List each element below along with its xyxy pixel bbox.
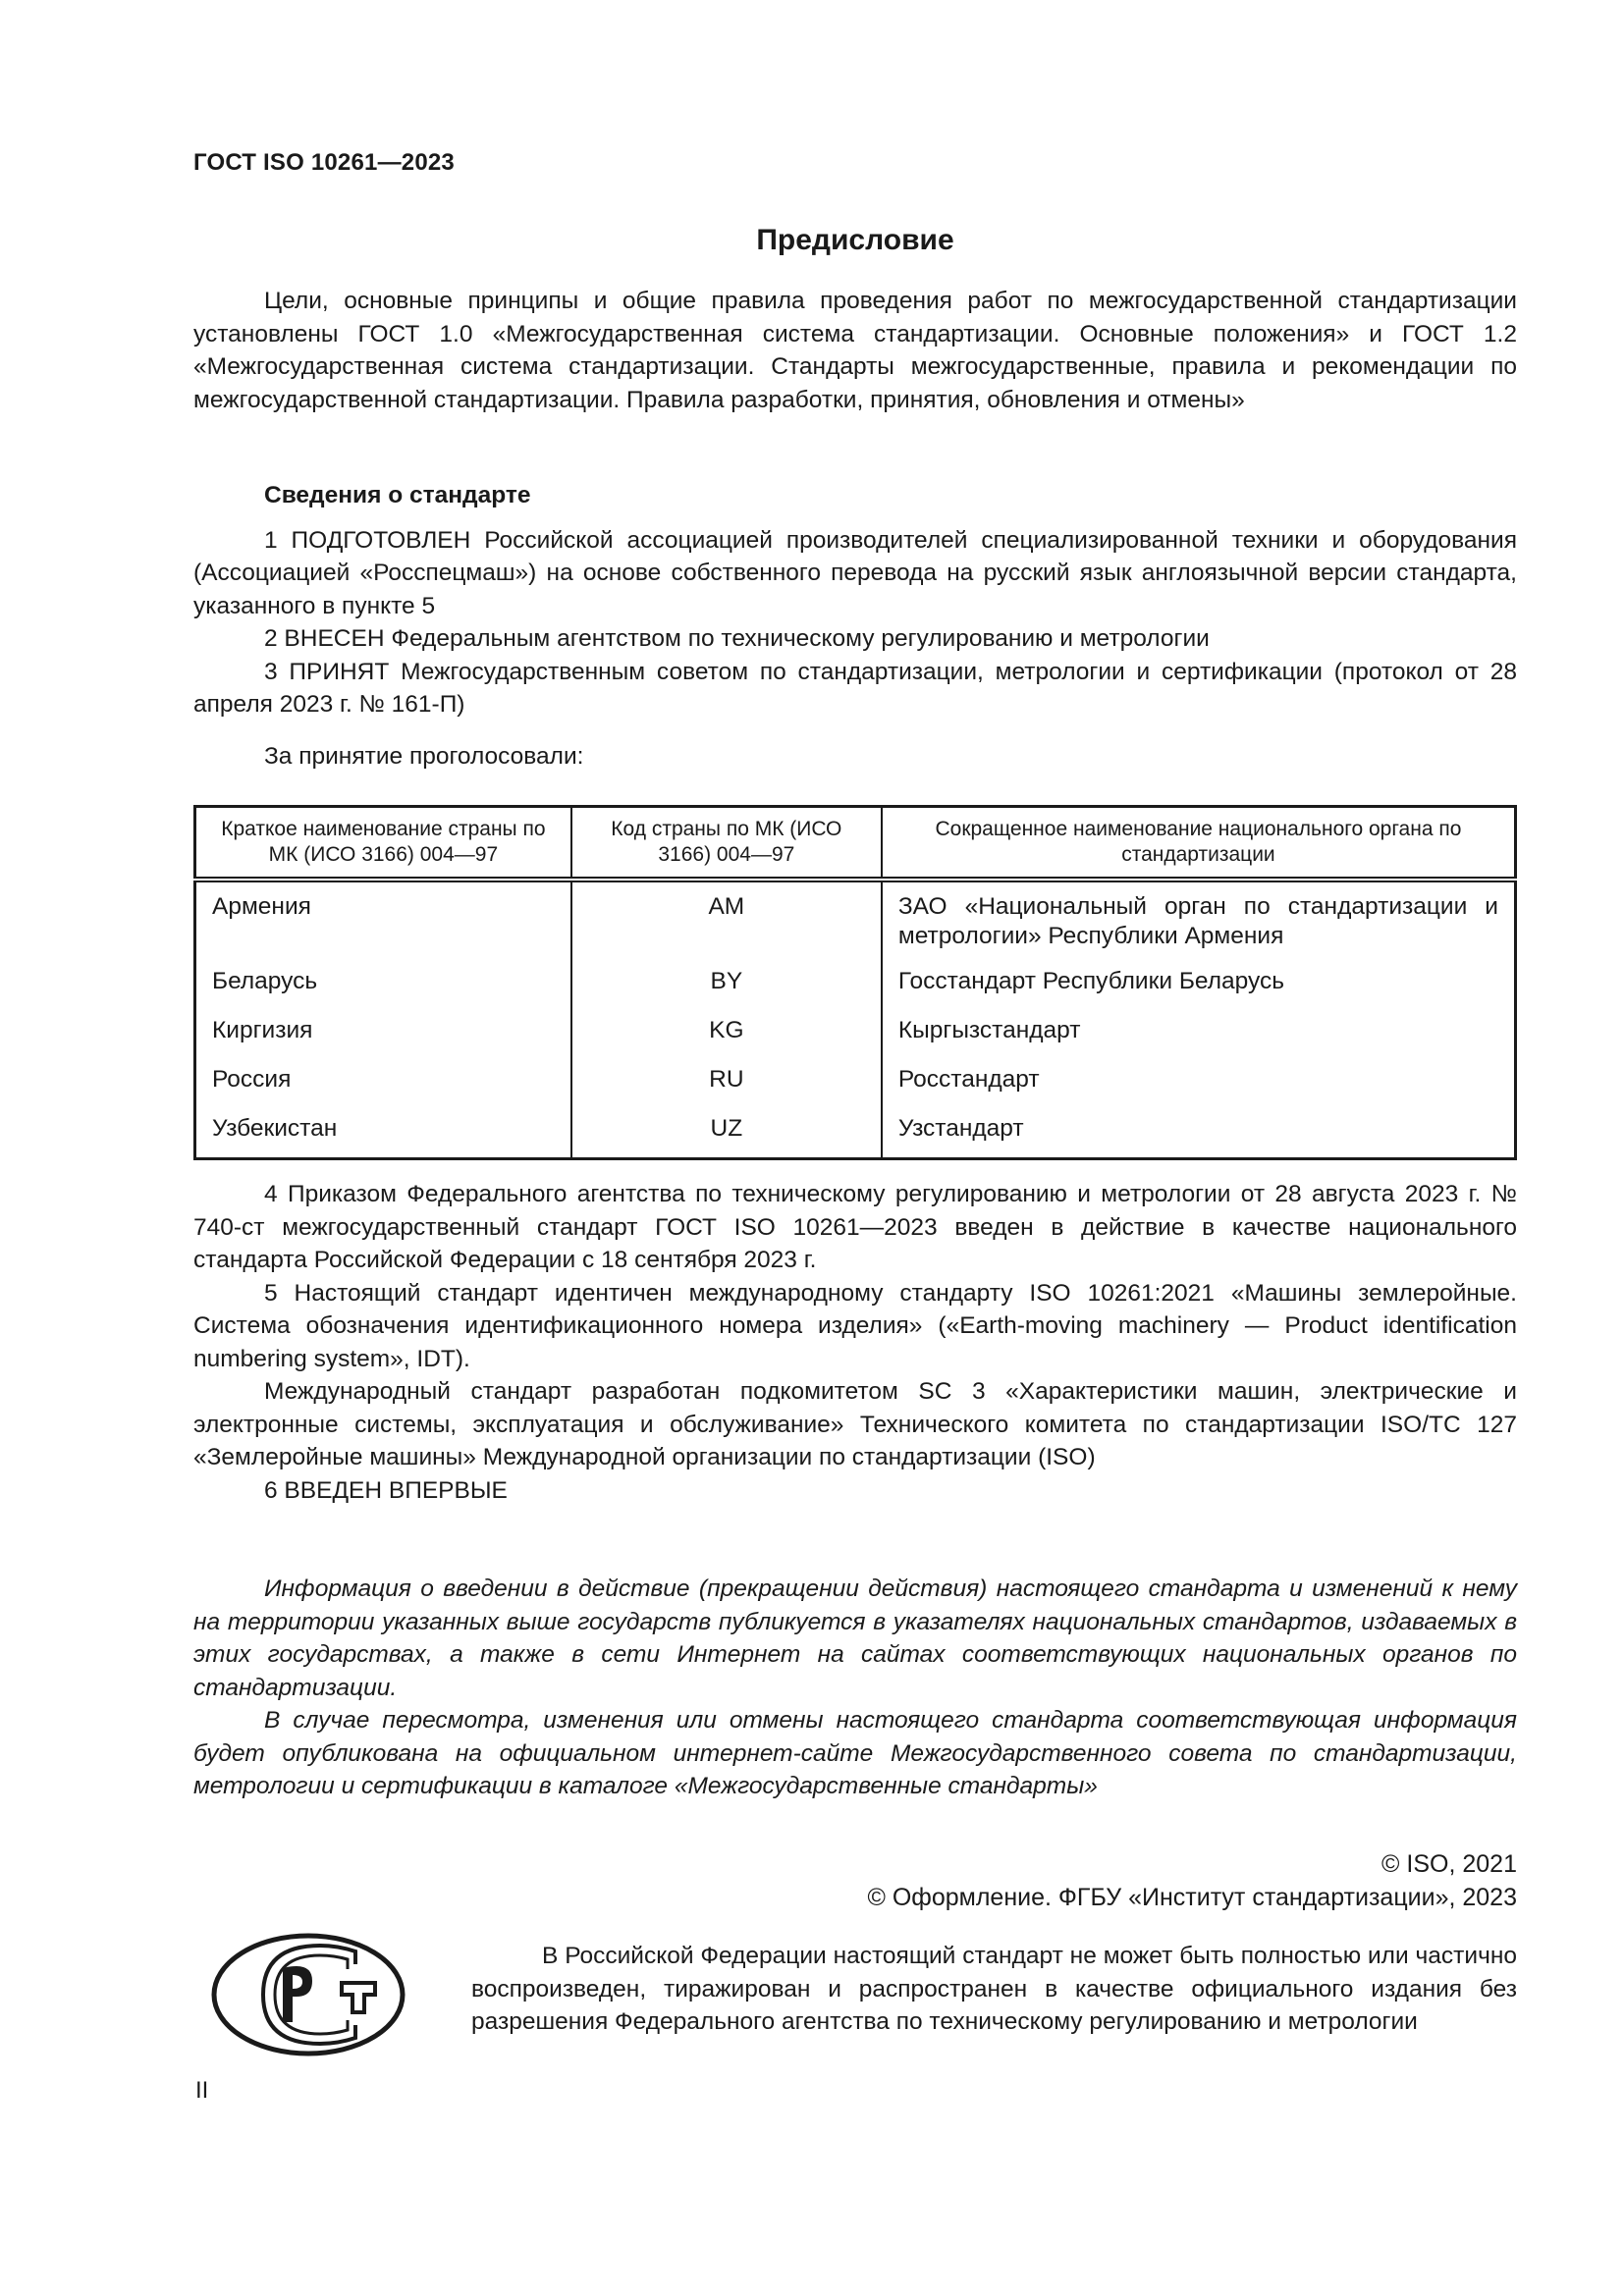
table-header-body: Сокращенное наименование национального органа по стандартизации [882, 807, 1516, 881]
rst-gost-mark-icon [210, 1932, 406, 2057]
standard-info-section [193, 479, 1517, 773]
table-header-code: Код страны по МК (ИСО 3166) 004—97 [571, 807, 882, 881]
info-item-3: 3 ПРИНЯТ Межгосударственным советом по стандартизации, метрологии и сертификации (протокол от 28 апреля 2023 г. № 161-П) [193, 658, 1517, 718]
body-cell: ЗАО «Национальный орган по стандартизации и метрологии» Республики Армения [882, 880, 1516, 961]
reproduction-notice [471, 1940, 1517, 2039]
voted-label: За принятие проголосовали: [264, 742, 584, 770]
country-cell: Узбекистан [195, 1108, 571, 1159]
iso-copyright: © ISO, 2021 [1381, 1850, 1517, 1878]
standard-info-heading: Сведения о стандарте [264, 482, 531, 508]
intro-section [193, 285, 1517, 416]
info-item-5-note: Международный стандарт разработан подкомитетом SC 3 «Характеристики машин, электрические и электронные системы, эксплуатация и обслуживание» Технического комитета по стандартизации ISO/TC 127 «Землеройные машины» Международной организации по стандартизации (ISO) [193, 1378, 1517, 1470]
table-row [195, 880, 1516, 961]
page-number: II [195, 2077, 209, 2104]
country-cell: Беларусь [195, 961, 571, 1010]
body-cell: Госстандарт Республики Беларусь [882, 961, 1516, 1010]
copyright-block [867, 1847, 1517, 1914]
country-cell: Россия [195, 1059, 571, 1108]
adoption-section [193, 1178, 1517, 1507]
code-cell: KG [571, 1010, 882, 1059]
info-item-4: 4 Приказом Федерального агентства по техническому регулированию и метрологии от 28 августа 2023 г. № 740-ст межгосударственный стандарт ГОСТ ISO 10261—2023 введен в действие в качестве национального стандарта Российской Федерации с 18 сентября 2023 г. [193, 1181, 1517, 1273]
body-cell: Узстандарт [882, 1108, 1516, 1159]
info-item-1: 1 ПОДГОТОВЛЕН Российской ассоциацией производителей специализированной техники и оборудования (Ассоциацией «Росспецмаш») на основе собственного перевода на русский язык англоязычной версии стандарта, указанного в пункте 5 [193, 526, 1517, 619]
info-notice-paragraph-2: В случае пересмотра, изменения или отмены настоящего стандарта соответствующая информация будет опубликована на официальном интернет-сайте Межгосударственного совета по стандартизации, метрологии и сертификации в каталоге «Межгосударственные стандарты» [193, 1707, 1517, 1799]
code-cell: RU [571, 1059, 882, 1108]
table-row [195, 1059, 1516, 1108]
votes-table [193, 805, 1517, 1160]
table-header-country: Краткое наименование страны по МК (ИСО 3166) 004—97 [195, 807, 571, 881]
table-row [195, 1010, 1516, 1059]
country-cell: Киргизия [195, 1010, 571, 1059]
table-row [195, 961, 1516, 1010]
code-cell: BY [571, 961, 882, 1010]
intro-paragraph: Цели, основные принципы и общие правила проведения работ по межгосударственной стандартизации установлены ГОСТ 1.0 «Межгосударственная система стандартизации. Основные положения» и ГОСТ 1.2 «Межгосударственная система стандартизации. Стандарты межгосударственные, правила и рекомендации по межгосударственной стандартизации. Правила разработки, принятия, обновления и отмены» [193, 288, 1517, 413]
page-title: Предисловие [756, 224, 954, 256]
body-cell: Кыргызстандарт [882, 1010, 1516, 1059]
code-cell: AM [571, 880, 882, 961]
info-notice-section [193, 1573, 1517, 1803]
info-item-2: 2 ВНЕСЕН Федеральным агентством по техническому регулированию и метрологии [264, 625, 1210, 652]
info-item-6: 6 ВВЕДЕН ВПЕРВЫЕ [264, 1476, 508, 1504]
body-cell: Росстандарт [882, 1059, 1516, 1108]
design-copyright: © Оформление. ФГБУ «Институт стандартизации», 2023 [867, 1884, 1517, 1911]
info-notice-paragraph-1: Информация о введении в действие (прекращении действия) настоящего стандарта и изменений к нему на территории указанных выше государств публикуется в указателях национальных стандартов, издаваемых в этих государствах, а также в сети Интернет на сайтах соответствующих национальных органов по стандартизации. [193, 1575, 1517, 1701]
country-cell: Армения [195, 880, 571, 961]
code-cell: UZ [571, 1108, 882, 1159]
table-header-row [195, 807, 1516, 881]
reproduction-notice-text: В Российской Федерации настоящий стандарт не может быть полностью или частично воспроизведен, тиражирован и распространен в качестве официального издания без разрешения Федерального агентства по техническому регулированию и метрологии [471, 1943, 1517, 2035]
info-item-5: 5 Настоящий стандарт идентичен международному стандарту ISO 10261:2021 «Машины землеройные. Система обозначения идентификационного номера изделия» («Earth-moving machinery — Product identification numbering system», IDT). [193, 1279, 1517, 1372]
document-code-header: ГОСТ ISO 10261—2023 [193, 149, 455, 176]
table-row [195, 1108, 1516, 1159]
